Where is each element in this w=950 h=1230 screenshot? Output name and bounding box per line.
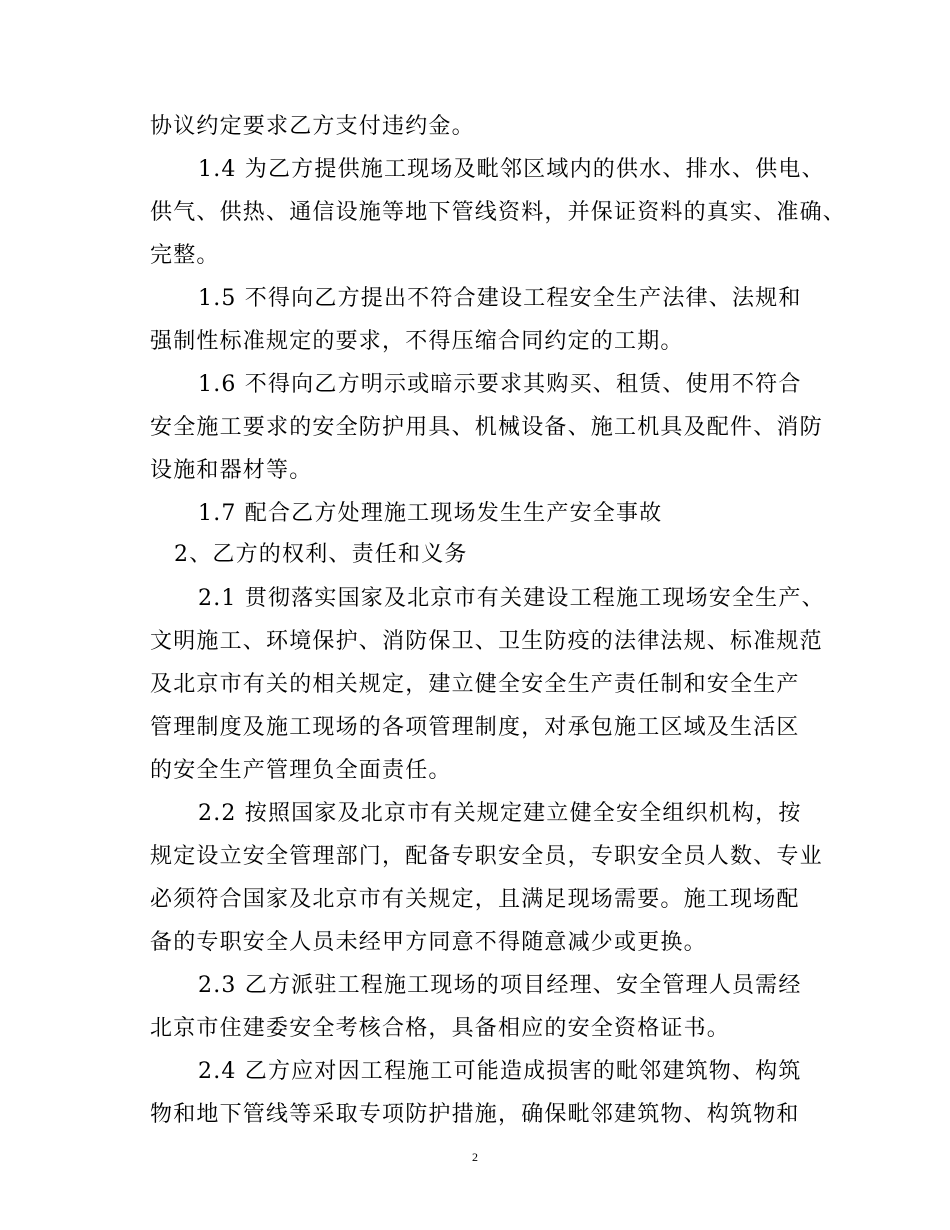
text-line: 文明施工、环境保护、消防保卫、卫生防疫的法律法规、标准规范 xyxy=(150,629,823,654)
text-line: 1.4 为乙方提供施工现场及毗邻区域内的供水、排水、供电、 xyxy=(198,157,825,182)
text-line: 必须符合国家及北京市有关规定，且满足现场需要。施工现场配 xyxy=(150,887,800,912)
text-line: 管理制度及施工现场的各项管理制度，对承包施工区域及生活区 xyxy=(150,715,800,740)
text-line: 2.1 贯彻落实国家及北京市有关建设工程施工现场安全生产、 xyxy=(198,586,825,611)
text-line: 及北京市有关的相关规定，建立健全安全生产责任制和安全生产 xyxy=(150,672,800,697)
text-line: 备的专职安全人员未经甲方同意不得随意减少或更换。 xyxy=(150,930,707,955)
text-line: 2.4 乙方应对因工程施工可能造成损害的毗邻建筑物、构筑 xyxy=(198,1059,802,1084)
text-line: 供气、供热、通信设施等地下管线资料，并保证资料的真实、准确、 xyxy=(150,200,847,225)
text-line: 物和地下管线等采取专项防护措施，确保毗邻建筑物、构筑物和 xyxy=(150,1102,800,1127)
text-line: 强制性标准规定的要求，不得压缩合同约定的工期。 xyxy=(150,329,684,354)
text-line: 协议约定要求乙方支付违约金。 xyxy=(150,114,475,139)
text-line: 1.6 不得向乙方明示或暗示要求其购买、租赁、使用不符合 xyxy=(198,372,802,397)
page-number: 2 xyxy=(472,1150,478,1164)
text-line: 设施和器材等。 xyxy=(150,458,313,483)
text-line: 1.7 配合乙方处理施工现场发生生产安全事故 xyxy=(198,501,663,526)
text-line: 2.2 按照国家及北京市有关规定建立健全安全组织机构，按 xyxy=(198,801,802,826)
text-line: 2.3 乙方派驻工程施工现场的项目经理、安全管理人员需经 xyxy=(198,973,802,998)
text-line: 的安全生产管理负全面责任。 xyxy=(150,758,452,783)
text-line: 完整。 xyxy=(150,243,220,268)
section-heading: 2、乙方的权利、责任和义务 xyxy=(174,542,468,567)
text-line: 1.5 不得向乙方提出不符合建设工程安全生产法律、法规和 xyxy=(198,286,802,311)
text-line: 北京市住建委安全考核合格，具备相应的安全资格证书。 xyxy=(150,1016,731,1041)
text-line: 规定设立安全管理部门，配备专职安全员，专职安全员人数、专业 xyxy=(150,844,823,869)
text-line: 安全施工要求的安全防护用具、机械设备、施工机具及配件、消防 xyxy=(150,415,823,440)
